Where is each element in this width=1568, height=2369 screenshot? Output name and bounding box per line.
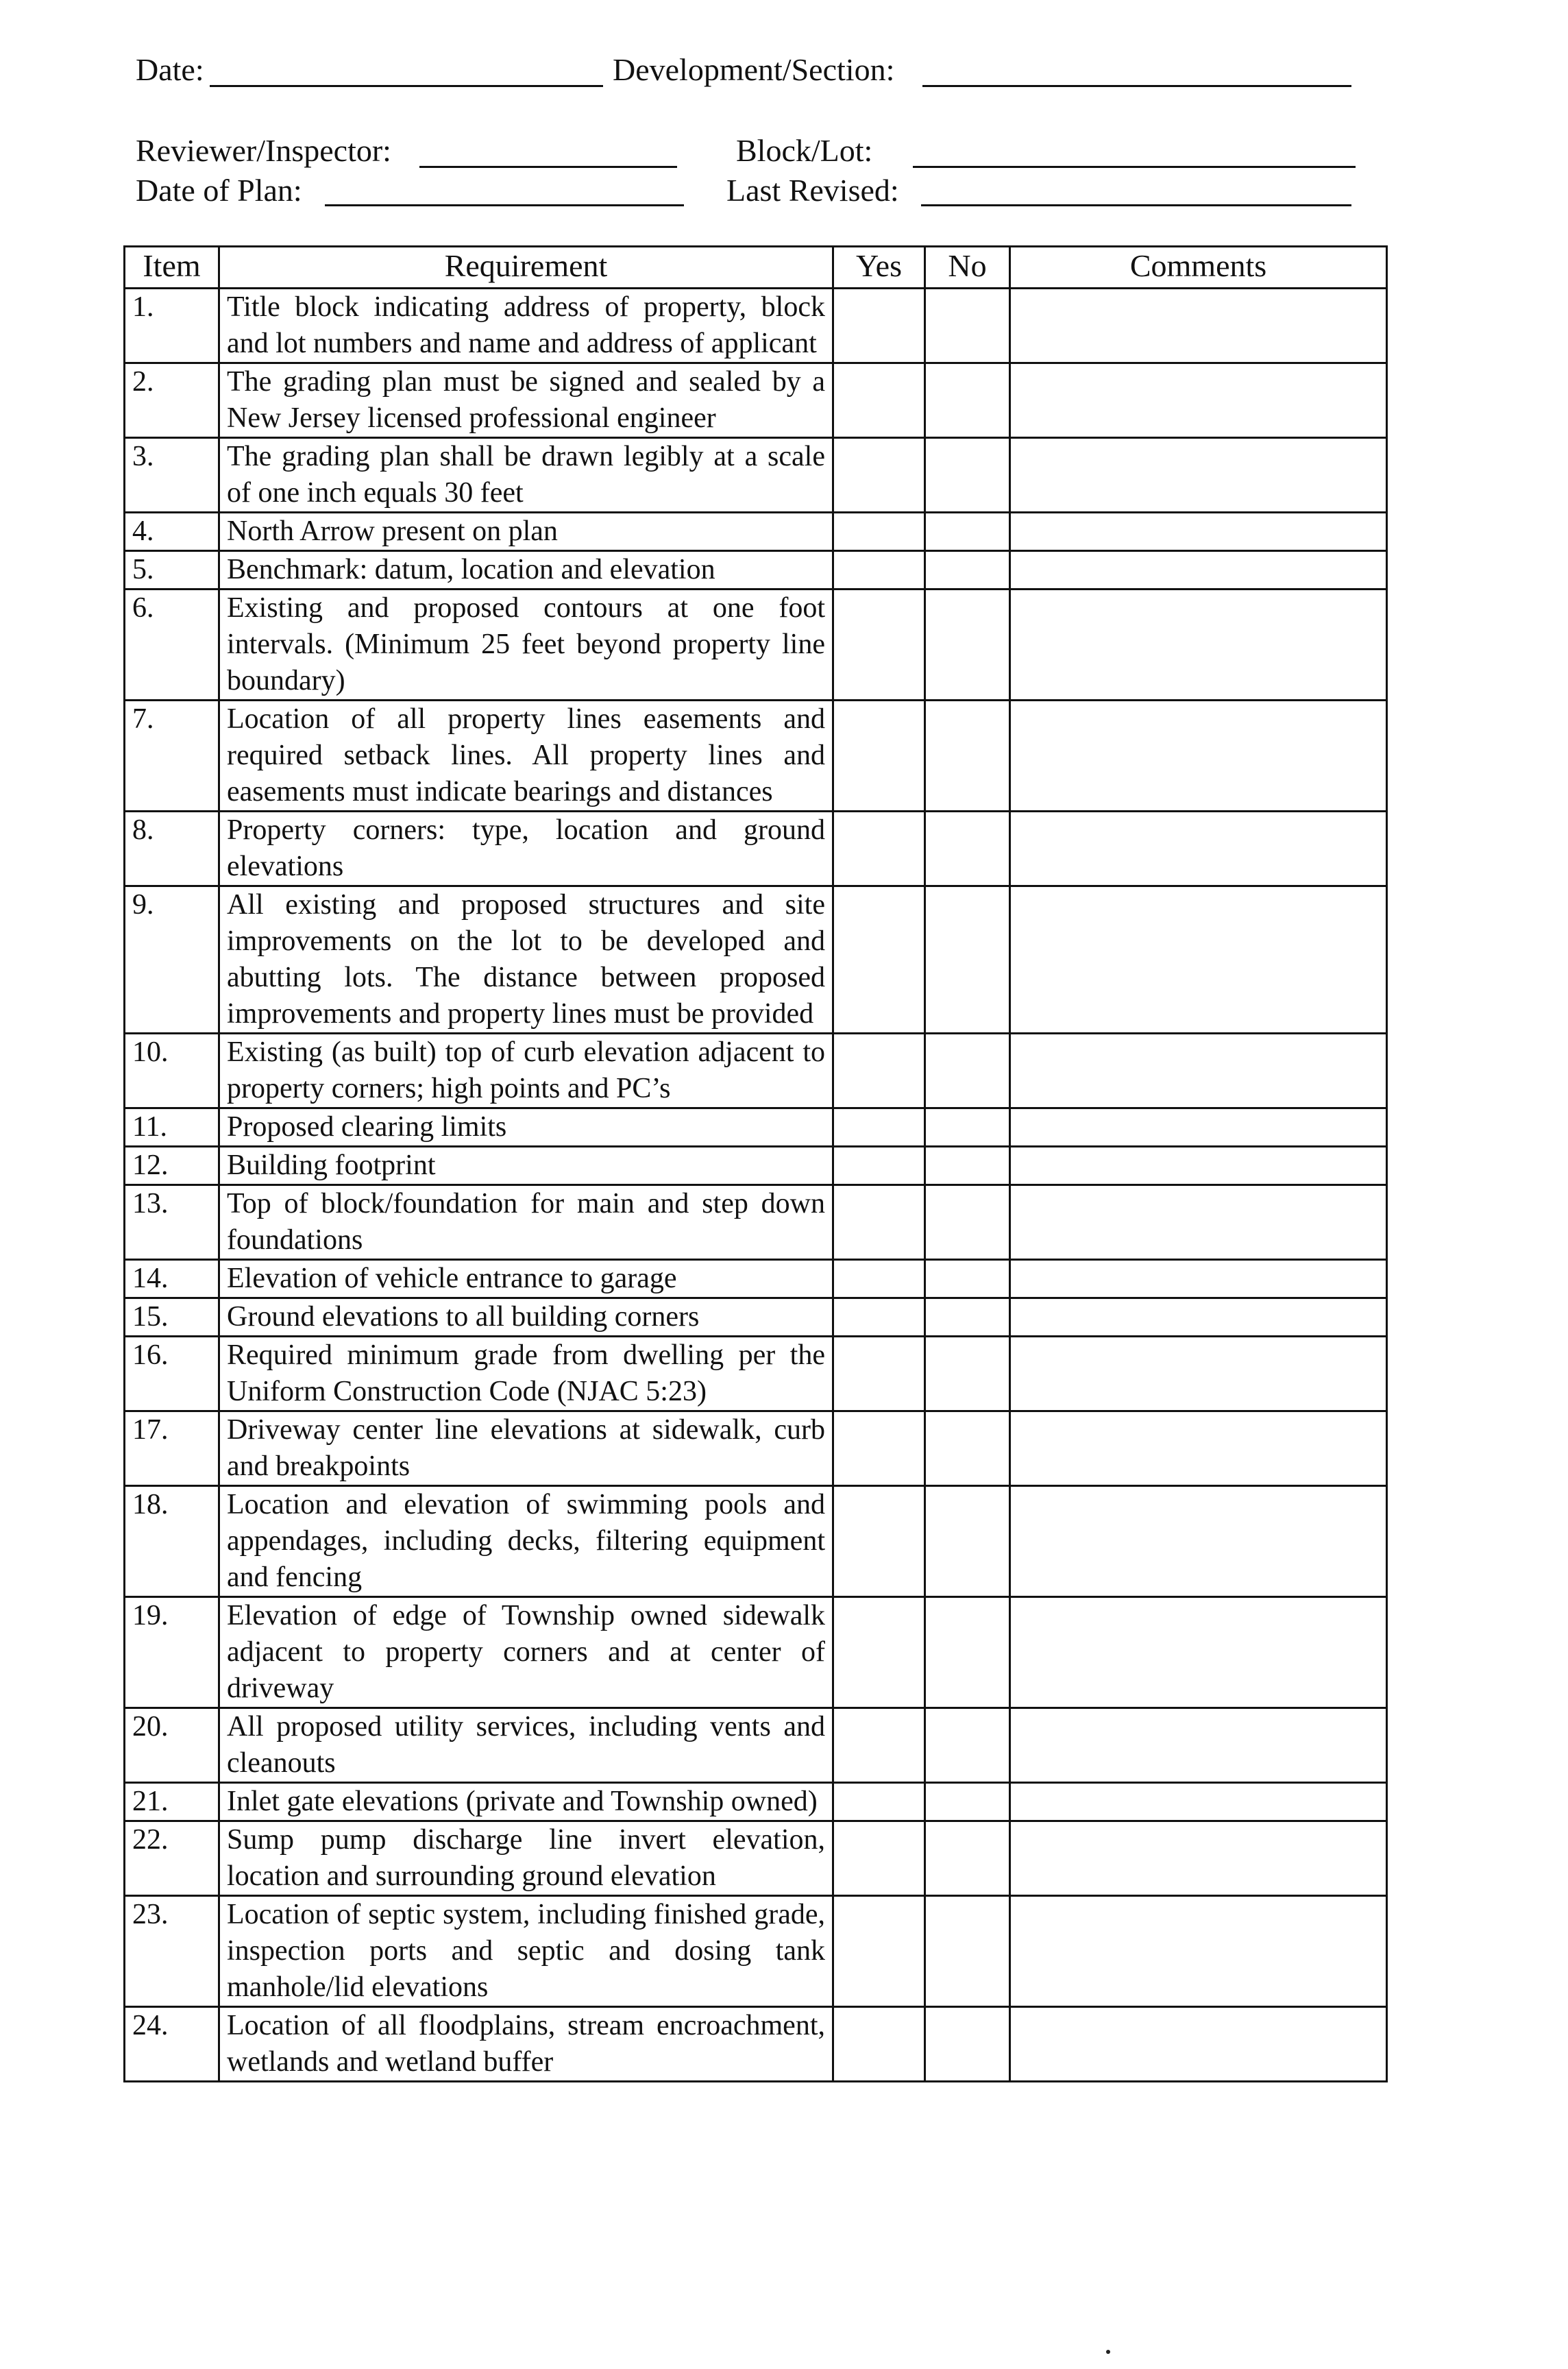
column-header-no: No (925, 247, 1010, 289)
yes-checkbox-cell[interactable] (833, 812, 925, 886)
checklist-table (123, 245, 1388, 2082)
no-checkbox-cell[interactable] (925, 701, 1010, 812)
comments-cell[interactable] (1010, 438, 1387, 513)
yes-checkbox-cell[interactable] (833, 1821, 925, 1896)
comments-cell[interactable] (1010, 1821, 1387, 1896)
table-row (125, 551, 1387, 590)
table-row (125, 1298, 1387, 1337)
requirement-cell: Existing (as built) top of curb elevation adjacent to property corners; high points and PC’s (219, 1034, 833, 1108)
table-row (125, 701, 1387, 812)
item-number-cell: 24. (125, 2007, 219, 2082)
no-checkbox-cell[interactable] (925, 1185, 1010, 1260)
item-number-cell: 4. (125, 513, 219, 551)
comments-cell[interactable] (1010, 551, 1387, 590)
item-number-cell: 8. (125, 812, 219, 886)
no-checkbox-cell[interactable] (925, 551, 1010, 590)
item-number-cell: 19. (125, 1597, 219, 1708)
requirement-cell: North Arrow present on plan (219, 513, 833, 551)
no-checkbox-cell[interactable] (925, 1147, 1010, 1185)
development-section-label: Development/Section: (613, 52, 895, 87)
item-number-cell: 9. (125, 886, 219, 1034)
no-checkbox-cell[interactable] (925, 513, 1010, 551)
requirement-cell: Location and elevation of swimming pools and appendages, including decks, filtering equipment and fencing (219, 1486, 833, 1597)
block-lot-label: Block/Lot: (736, 133, 873, 168)
comments-cell[interactable] (1010, 812, 1387, 886)
no-checkbox-cell[interactable] (925, 1411, 1010, 1486)
yes-checkbox-cell[interactable] (833, 438, 925, 513)
requirement-cell: The grading plan shall be drawn legibly at a scale of one inch equals 30 feet (219, 438, 833, 513)
requirement-cell: Benchmark: datum, location and elevation (219, 551, 833, 590)
yes-checkbox-cell[interactable] (833, 1147, 925, 1185)
column-header-comments: Comments (1010, 247, 1387, 289)
yes-checkbox-cell[interactable] (833, 2007, 925, 2082)
table-row (125, 886, 1387, 1034)
table-row (125, 1708, 1387, 1783)
requirement-cell: Inlet gate elevations (private and Township owned) (219, 1783, 833, 1821)
no-checkbox-cell[interactable] (925, 1486, 1010, 1597)
requirement-cell: Location of septic system, including finished grade, inspection ports and septic and dosing tank manhole/lid elevations (219, 1896, 833, 2007)
reviewer-inspector-field[interactable] (419, 166, 677, 168)
reviewer-inspector-label: Reviewer/Inspector: (136, 133, 391, 168)
comments-cell[interactable] (1010, 1783, 1387, 1821)
yes-checkbox-cell[interactable] (833, 1783, 925, 1821)
requirement-cell: Existing and proposed contours at one foot intervals. (Minimum 25 feet beyond property line boundary) (219, 590, 833, 701)
no-checkbox-cell[interactable] (925, 1896, 1010, 2007)
table-row (125, 1260, 1387, 1298)
comments-cell[interactable] (1010, 1185, 1387, 1260)
yes-checkbox-cell[interactable] (833, 1185, 925, 1260)
yes-checkbox-cell[interactable] (833, 1708, 925, 1783)
comments-cell[interactable] (1010, 1337, 1387, 1411)
no-checkbox-cell[interactable] (925, 363, 1010, 438)
requirement-cell: Building footprint (219, 1147, 833, 1185)
comments-cell[interactable] (1010, 1411, 1387, 1486)
comments-cell[interactable] (1010, 2007, 1387, 2082)
no-checkbox-cell[interactable] (925, 590, 1010, 701)
column-header-requirement: Requirement (219, 247, 833, 289)
requirement-cell: All existing and proposed structures and site improvements on the lot to be developed and abutting lots. The distance between proposed improvements and property lines must be provided (219, 886, 833, 1034)
yes-checkbox-cell[interactable] (833, 363, 925, 438)
requirement-cell: Required minimum grade from dwelling per the Uniform Construction Code (NJAC 5:23) (219, 1337, 833, 1411)
no-checkbox-cell[interactable] (925, 1783, 1010, 1821)
item-number-cell: 23. (125, 1896, 219, 2007)
table-row (125, 590, 1387, 701)
comments-cell[interactable] (1010, 1108, 1387, 1147)
requirement-cell: Ground elevations to all building corners (219, 1298, 833, 1337)
development-section-field[interactable] (922, 85, 1351, 87)
no-checkbox-cell[interactable] (925, 1821, 1010, 1896)
yes-checkbox-cell[interactable] (833, 886, 925, 1034)
no-checkbox-cell[interactable] (925, 1597, 1010, 1708)
yes-checkbox-cell[interactable] (833, 513, 925, 551)
comments-cell[interactable] (1010, 1147, 1387, 1185)
item-number-cell: 21. (125, 1783, 219, 1821)
requirement-cell: Sump pump discharge line invert elevation, location and surrounding ground elevation (219, 1821, 833, 1896)
requirement-cell: Title block indicating address of property, block and lot numbers and name and address of applicant (219, 289, 833, 363)
no-checkbox-cell[interactable] (925, 812, 1010, 886)
yes-checkbox-cell[interactable] (833, 590, 925, 701)
yes-checkbox-cell[interactable] (833, 701, 925, 812)
comments-cell[interactable] (1010, 1597, 1387, 1708)
table-row (125, 1185, 1387, 1260)
yes-checkbox-cell[interactable] (833, 1260, 925, 1298)
item-number-cell: 15. (125, 1298, 219, 1337)
item-number-cell: 13. (125, 1185, 219, 1260)
no-checkbox-cell[interactable] (925, 1034, 1010, 1108)
no-checkbox-cell[interactable] (925, 1298, 1010, 1337)
requirement-cell: Elevation of vehicle entrance to garage (219, 1260, 833, 1298)
yes-checkbox-cell[interactable] (833, 1298, 925, 1337)
table-row (125, 1034, 1387, 1108)
last-revised-field[interactable] (921, 204, 1351, 206)
no-checkbox-cell[interactable] (925, 2007, 1010, 2082)
no-checkbox-cell[interactable] (925, 289, 1010, 363)
comments-cell[interactable] (1010, 1034, 1387, 1108)
table-row (125, 812, 1387, 886)
no-checkbox-cell[interactable] (925, 1260, 1010, 1298)
item-number-cell: 14. (125, 1260, 219, 1298)
comments-cell[interactable] (1010, 701, 1387, 812)
comments-cell[interactable] (1010, 590, 1387, 701)
item-number-cell: 12. (125, 1147, 219, 1185)
table-row (125, 1147, 1387, 1185)
requirement-cell: Driveway center line elevations at sidewalk, curb and breakpoints (219, 1411, 833, 1486)
table-row (125, 2007, 1387, 2082)
date-field[interactable] (210, 85, 603, 87)
column-header-yes: Yes (833, 247, 925, 289)
table-row (125, 1783, 1387, 1821)
item-number-cell: 7. (125, 701, 219, 812)
no-checkbox-cell[interactable] (925, 1708, 1010, 1783)
yes-checkbox-cell[interactable] (833, 1108, 925, 1147)
yes-checkbox-cell[interactable] (833, 1034, 925, 1108)
requirement-cell: Property corners: type, location and ground elevations (219, 812, 833, 886)
table-row (125, 1108, 1387, 1147)
item-number-cell: 16. (125, 1337, 219, 1411)
table-row (125, 289, 1387, 363)
requirement-cell: All proposed utility services, including vents and cleanouts (219, 1708, 833, 1783)
no-checkbox-cell[interactable] (925, 438, 1010, 513)
table-row (125, 1821, 1387, 1896)
yes-checkbox-cell[interactable] (833, 1411, 925, 1486)
no-checkbox-cell[interactable] (925, 1108, 1010, 1147)
table-row (125, 1486, 1387, 1597)
item-number-cell: 2. (125, 363, 219, 438)
comments-cell[interactable] (1010, 1708, 1387, 1783)
no-checkbox-cell[interactable] (925, 1337, 1010, 1411)
comments-cell[interactable] (1010, 289, 1387, 363)
item-number-cell: 18. (125, 1486, 219, 1597)
table-row (125, 438, 1387, 513)
date-label: Date: (136, 52, 204, 87)
item-number-cell: 22. (125, 1821, 219, 1896)
table-row (125, 1411, 1387, 1486)
yes-checkbox-cell[interactable] (833, 551, 925, 590)
comments-cell[interactable] (1010, 1260, 1387, 1298)
table-header-row (125, 247, 1387, 289)
item-number-cell: 1. (125, 289, 219, 363)
table-row (125, 363, 1387, 438)
requirement-cell: The grading plan must be signed and sealed by a New Jersey licensed professional engineer (219, 363, 833, 438)
table-row (125, 1896, 1387, 2007)
comments-cell[interactable] (1010, 1896, 1387, 2007)
last-revised-label: Last Revised: (726, 173, 899, 208)
requirement-cell: Elevation of edge of Township owned sidewalk adjacent to property corners and at center of driveway (219, 1597, 833, 1708)
yes-checkbox-cell[interactable] (833, 1896, 925, 2007)
yes-checkbox-cell[interactable] (833, 1597, 925, 1708)
table-row (125, 513, 1387, 551)
comments-cell[interactable] (1010, 513, 1387, 551)
comments-cell[interactable] (1010, 363, 1387, 438)
block-lot-field[interactable] (913, 166, 1356, 168)
yes-checkbox-cell[interactable] (833, 1337, 925, 1411)
yes-checkbox-cell[interactable] (833, 289, 925, 363)
item-number-cell: 3. (125, 438, 219, 513)
requirement-cell: Proposed clearing limits (219, 1108, 833, 1147)
table-row (125, 1597, 1387, 1708)
item-number-cell: 20. (125, 1708, 219, 1783)
comments-cell[interactable] (1010, 1486, 1387, 1597)
comments-cell[interactable] (1010, 1298, 1387, 1337)
column-header-item: Item (125, 247, 219, 289)
table-body (125, 289, 1387, 2082)
comments-cell[interactable] (1010, 886, 1387, 1034)
date-of-plan-label: Date of Plan: (136, 173, 302, 208)
yes-checkbox-cell[interactable] (833, 1486, 925, 1597)
requirement-cell: Location of all floodplains, stream encroachment, wetlands and wetland buffer (219, 2007, 833, 2082)
requirement-cell: Top of block/foundation for main and step down foundations (219, 1185, 833, 1260)
item-number-cell: 10. (125, 1034, 219, 1108)
date-of-plan-field[interactable] (325, 204, 684, 206)
requirement-cell: Location of all property lines easements and required setback lines. All property lines and easements must indicate bearings and distances (219, 701, 833, 812)
scan-speck (1106, 2350, 1110, 2354)
table-row (125, 1337, 1387, 1411)
item-number-cell: 17. (125, 1411, 219, 1486)
no-checkbox-cell[interactable] (925, 886, 1010, 1034)
item-number-cell: 6. (125, 590, 219, 701)
item-number-cell: 5. (125, 551, 219, 590)
item-number-cell: 11. (125, 1108, 219, 1147)
